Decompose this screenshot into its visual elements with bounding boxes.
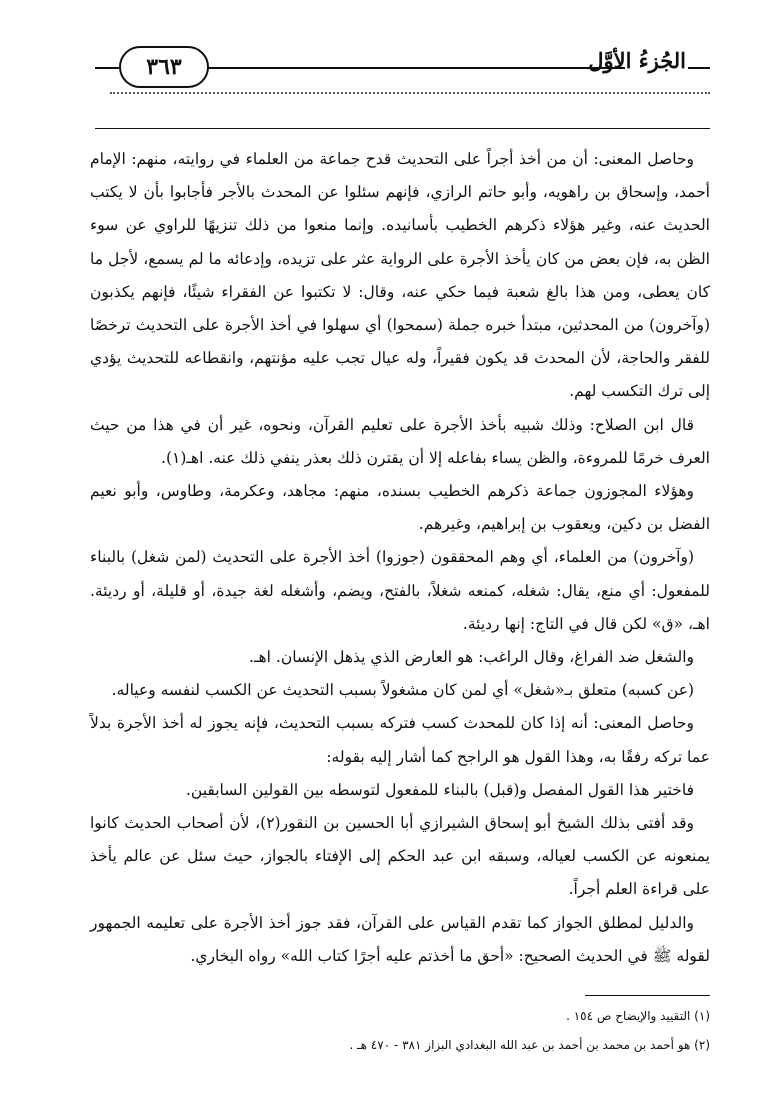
page-number: ٣٦٣ bbox=[119, 46, 209, 88]
main-text bbox=[90, 143, 710, 973]
running-title: الجُزءُ الأوَّل bbox=[588, 48, 686, 73]
footnote: (٢) هو أحمد بن محمد بن أحمد بن عبد الله البغدادي البزاز ٣٨١ - ٤٧٠ هـ . bbox=[349, 1038, 710, 1052]
paragraph: (عن كسبه) متعلق بـ«شغل» أي لمن كان مشغولاً بسبب التحديث عن الكسب لنفسه وعياله. bbox=[111, 681, 694, 700]
paragraph: وهؤلاء المجوزون جماعة ذكرهم الخطيب بسنده، منهم: مجاهد، وعكرمة، وطاوس، وأبو نعيم الفضل بن دكين، ويعقوب بن إبراهيم، وغيرهم. bbox=[90, 482, 710, 534]
paragraph: فاختير هذا القول المفصل و(قبل) بالبناء للمفعول لتوسطه بين القولين السابقين. bbox=[185, 780, 694, 799]
paragraph: قال ابن الصلاح: وذلك شبيه بأخذ الأجرة على تعليم القرآن، ونحوه، غير أن في هذا من حيث العرف خرمًا للمروءة، والظن يساء بفاعله إلا أن يقترن ذلك بعذر ينفي ذلك عنه. اهـ(١). bbox=[90, 415, 710, 467]
page-header bbox=[95, 40, 710, 88]
paragraph: وقد أفتى بذلك الشيخ أبو إسحاق الشيرازي أبا الحسين بن النقور(٢)، لأن أصحاب الحديث كانوا يمنعونه عن الكسب لعياله، وسبقه ابن عبد الحكم إلى الإفتاء بالجواز، حيث سئل عن عالم يأخذ على قراءة العلم أجراً. bbox=[90, 814, 710, 899]
footnotes bbox=[260, 1002, 710, 1060]
paragraph: والشغل ضد الفراغ، وقال الراغب: هو العارض الذي يذهل الإنسان. اهـ. bbox=[249, 648, 694, 667]
paragraph: وحاصل المعنى: أن من أخذ أجراً على التحديث قدح جماعة من العلماء في روايته، منهم: الإمام أحمد، وإسحاق بن راهويه، وأبو حاتم الرازي، فإنهم سئلوا عن المحدث بالأجر فأجابوا بأن لا يكتب الحديث عنه، وغير هؤلاء ذكرهم الخطيب بأسانيده. وإنما منعوا من ذلك تنزيهًا للراوي عن سوء الظن به، فإن بعض من كان يأخذ الأجرة على الرواية عثر على تزيده، وإدعائه ما لم يسمع، لأجل ما كان يعطى، ومن هذا بالغ شعبة فيما حكي عنه، وقال: لا تكتبوا عن الفقراء شيئًا، فإنهم يكذبون (وآخرون) من المحدثين، مبتدأ خبره جملة (سمحوا) أي سهلوا في أخذ الأجرة على التحديث ترخصًا للفقر والحاجة، لأن المحدث قد يكون فقيراً، وله عيال تجب عليه مؤنتهم، وانقطاعه للتحديث يؤدي إلى ترك التكسب لهم. bbox=[90, 150, 710, 401]
footnote-rule bbox=[585, 995, 710, 996]
top-rule bbox=[95, 128, 710, 129]
header-rule-left bbox=[95, 67, 119, 69]
paragraph: والدليل لمطلق الجواز كما تقدم القياس على القرآن، فقد جوز أخذ الأجرة على تعليمه الجمهور لقوله ﷺ في الحديث الصحيح: «أحق ما أخذتم عليه أجرًا كتاب الله» رواه البخاري. bbox=[90, 913, 710, 965]
header-rule-middle bbox=[207, 67, 625, 69]
paragraph: وحاصل المعنى: أنه إذا كان للمحدث كسب فتركه بسبب التحديث، فإنه يجوز له أخذ الأجرة بدلاً عما تركه رفقًا به، وهذا القول هو الراجح كما أشار إليه بقوله: bbox=[90, 714, 710, 766]
dotted-separator bbox=[110, 92, 710, 94]
paragraph: (وآخرون) من العلماء، أي وهم المحققون (جوزوا) أخذ الأجرة على التحديث (لمن شغل) بالبناء للمفعول: أي منع، يقال: شغله، كمنعه شغلاً، بالفتح، ويضم، وأشغله لغة جيدة، أو قليلة، أو رديئة. اهـ، «ق» لكن قال في التاج: إنها رديئة. bbox=[90, 548, 710, 633]
header-rule-right bbox=[688, 67, 710, 69]
footnote: (١) التقييد والإيضاح ص ١٥٤ . bbox=[566, 1009, 710, 1023]
